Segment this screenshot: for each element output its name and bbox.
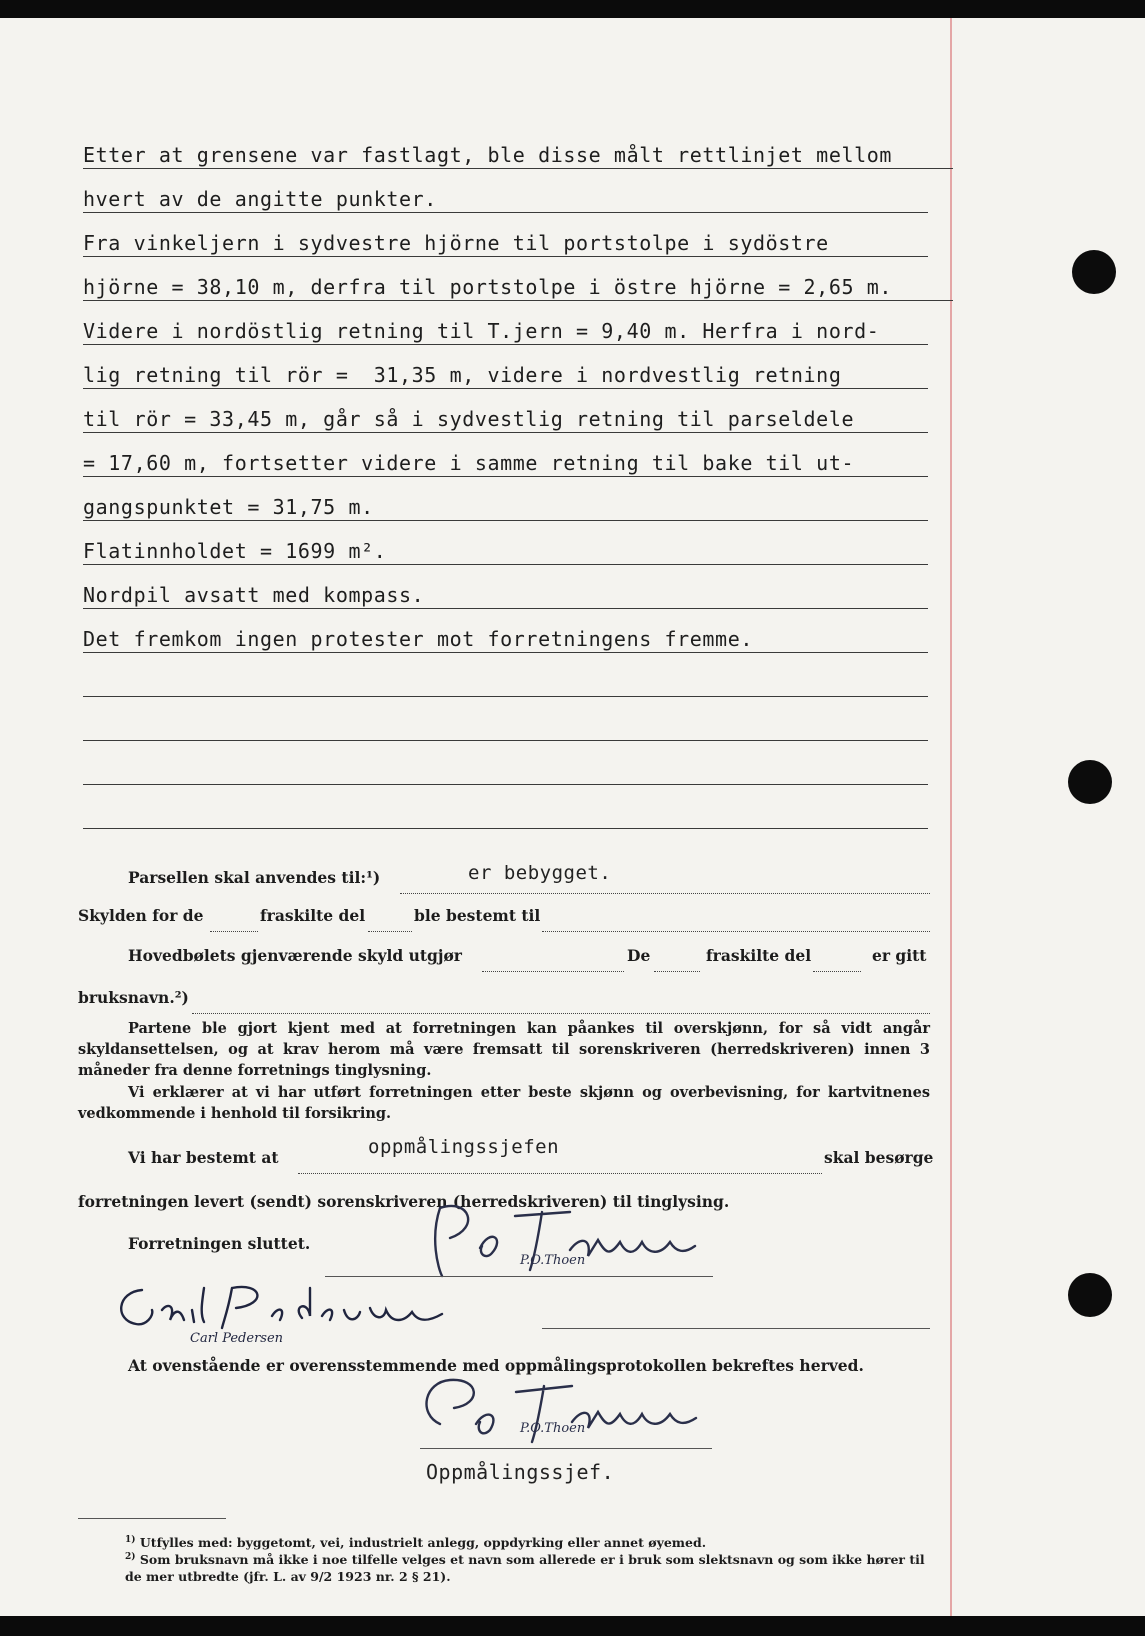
margin-rule — [950, 18, 952, 1616]
skyld-label-a: Skylden for de — [78, 906, 204, 925]
levert-line: forretningen levert (sendt) sorenskriveren (herredskriveren) til tinglysing. — [78, 1192, 730, 1211]
punch-hole-bottom — [1068, 1273, 1112, 1317]
signature-scribble — [420, 1198, 710, 1284]
attest-signature-name: P.O.Thoen — [520, 1421, 586, 1436]
footnote-1-text: Utfylles med: byggetomt, vei, industrielt anlegg, oppdyrking eller annet øyemed. — [139, 1535, 707, 1551]
sluttet-label: Forretningen sluttet. — [128, 1234, 311, 1253]
typed-line: Det fremkom ingen protester mot forretningens fremme. — [83, 626, 928, 653]
typed-line: til rör = 33,45 m, går så i sydvestlig retning til parseldele — [83, 406, 928, 433]
blank-ruled-line — [83, 802, 928, 829]
typed-line: lig retning til rör = 31,35 m, videre i nordvestlig retning — [83, 362, 928, 389]
attest-signature-line — [420, 1448, 712, 1449]
hoved-label-d: er gitt — [872, 946, 927, 965]
typed-line: Flatinnholdet = 1699 m². — [83, 538, 928, 565]
footnote-1-marker: 1) — [125, 1535, 136, 1545]
declaration-paragraph: Vi erklærer at vi har utført forretningen etter beste skjønn og overbevisning, for kartvitnenes vedkommende i henhold til forsikring. — [78, 1084, 930, 1122]
typed-line: gangspunktet = 31,75 m. — [83, 494, 928, 521]
witness-signature-name: Carl Pedersen — [190, 1331, 284, 1346]
typed-line: Etter at grensene var fastlagt, ble disse målt rettlinjet mellom — [83, 142, 953, 169]
document-page — [0, 18, 1145, 1616]
skyld-label-b: fraskilte del — [260, 906, 366, 925]
footnote-rule — [78, 1518, 226, 1519]
hoved-field-c — [813, 953, 861, 972]
footnote-2-text: Som bruksnavn må ikke i noe tilfelle velges et navn som allerede er i bruk som slektsnavn og som ikke hører til de mer utbredte (jfr. L. av 9/2 1923 nr. 2 § 21). — [125, 1552, 925, 1585]
skyld-field-b — [368, 913, 412, 932]
bestemt-value: oppmålingssjefen — [368, 1136, 560, 1158]
signature-line — [325, 1276, 713, 1277]
blank-ruled-line — [83, 714, 928, 741]
hoved-label-a: Hovedbølets gjenværende skyld utgjør — [128, 946, 462, 965]
witness-signature-scribble — [112, 1280, 462, 1340]
bruksnavn-field — [192, 995, 930, 1014]
attest-line: At ovenstående er overensstemmende med oppmålingsprotokollen bekreftes herved. — [128, 1356, 864, 1375]
parsell-label: Parsellen skal anvendes til:¹) — [128, 868, 381, 887]
bruksnavn-label: bruksnavn.²) — [78, 988, 189, 1007]
blank-ruled-line — [83, 670, 928, 697]
bestemt-label: Vi har bestemt at — [128, 1148, 279, 1167]
appeal-paragraph: Partene ble gjort kjent med at forretningen kan påankes til overskjønn, for så vidt angår skyldansettelsen, og at krav herom må være fremsatt til sorenskriveren (herredskriveren) innen 3 måneder fra denne forretnings tinglysning. — [78, 1020, 930, 1079]
hoved-field-b — [654, 953, 700, 972]
blank-ruled-line — [83, 758, 928, 785]
footnote-2-marker: 2) — [125, 1552, 136, 1562]
punch-hole-middle — [1068, 760, 1112, 804]
attest-signature-scribble — [420, 1374, 710, 1454]
hoved-label-b: De — [627, 946, 651, 965]
typed-line: Fra vinkeljern i sydvestre hjörne til portstolpe i sydöstre — [83, 230, 928, 257]
parsell-value: er bebygget. — [468, 862, 612, 884]
typed-line: hjörne = 38,10 m, derfra til portstolpe i östre hjörne = 2,65 m. — [83, 274, 953, 301]
footnote-2 — [125, 1549, 935, 1585]
skyld-field-c — [542, 913, 930, 932]
typed-line: Nordpil avsatt med kompass. — [83, 582, 928, 609]
bestemt-label-b: skal besørge — [824, 1148, 934, 1167]
hoved-field-a — [482, 953, 624, 972]
second-witness-line — [542, 1328, 930, 1329]
hoved-label-c: fraskilte del — [706, 946, 812, 965]
typed-line: = 17,60 m, fortsetter videre i samme retning til bake til ut- — [83, 450, 928, 477]
signer-title: Oppmålingssjef. — [426, 1460, 615, 1484]
typed-line: hvert av de angitte punkter. — [83, 186, 928, 213]
typed-line: Videre i nordöstlig retning til T.jern = 9,40 m. Herfra i nord- — [83, 318, 928, 345]
skyld-field-a — [210, 913, 258, 932]
skyld-label-c: ble bestemt til — [414, 906, 541, 925]
punch-hole-top — [1072, 250, 1116, 294]
signature-name: P.O.Thoen — [520, 1253, 586, 1268]
